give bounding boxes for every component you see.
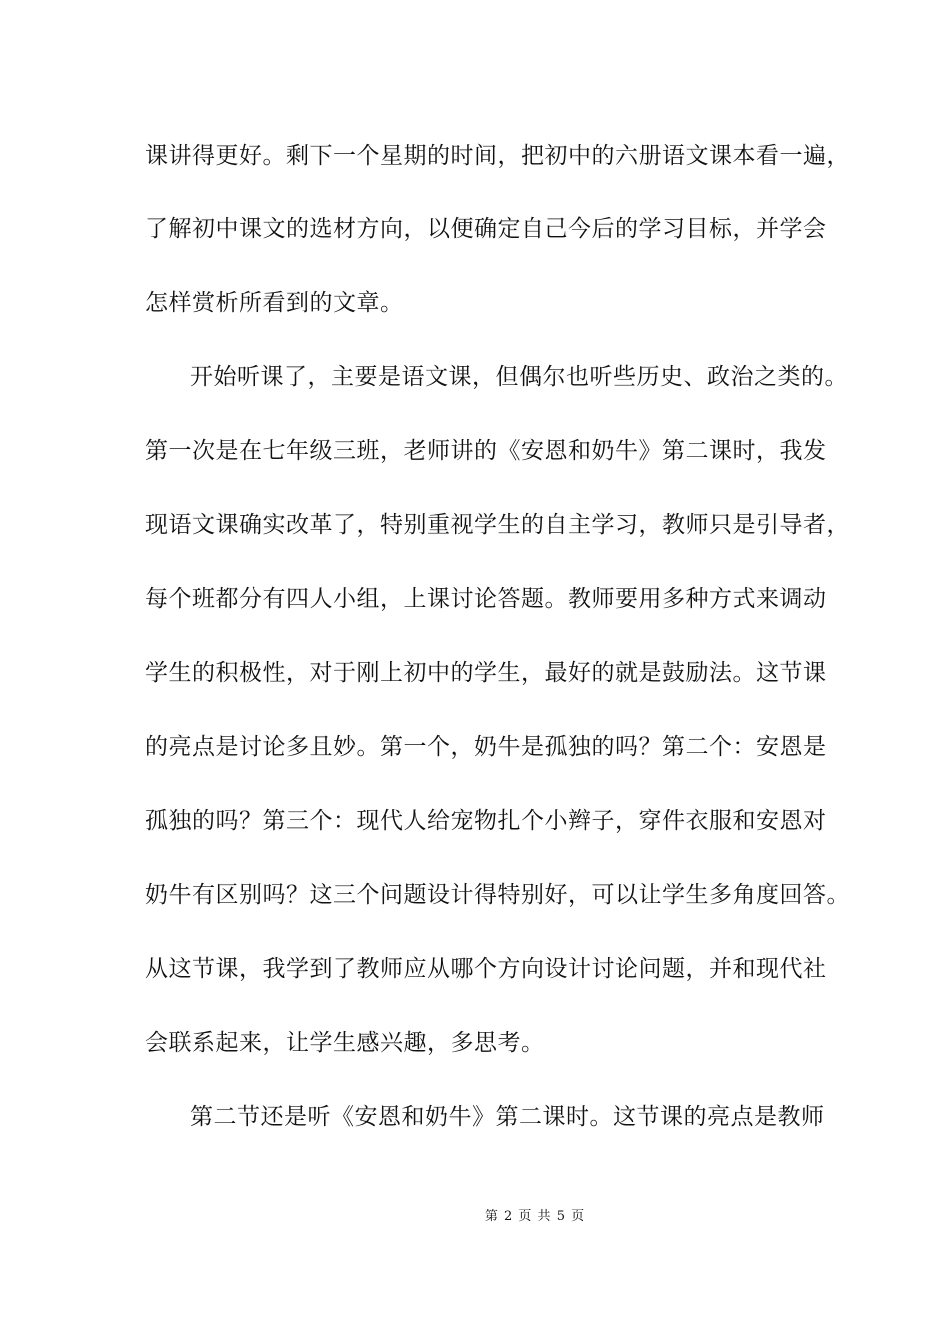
text-line: 会联系起来，让学生感兴趣，多思考。	[145, 1030, 545, 1056]
paragraph-start-line: 开始听课了，主要是语文课，但偶尔也听些历史、政治之类的。	[190, 364, 848, 390]
text-line: 课讲得更好。剩下一个星期的时间，把初中的六册语文课本看一遍，	[145, 143, 850, 169]
text-line: 现语文课确实改革了，特别重视学生的自主学习，教师只是引导者，	[145, 512, 850, 538]
page-number-footer: 第 2 页 共 5 页	[484, 1209, 586, 1224]
text-line: 的亮点是讨论多且妙。第一个，奶牛是孤独的吗？第二个：安恩是	[145, 734, 827, 760]
text-line: 孤独的吗？第三个：现代人给宠物扎个小辫子，穿件衣服和安恩对	[145, 808, 827, 834]
text-line: 怎样赏析所看到的文章。	[145, 290, 404, 316]
text-line: 从这节课，我学到了教师应从哪个方向设计讨论问题，并和现代社	[145, 956, 827, 982]
text-line: 第一次是在七年级三班，老师讲的《安恩和奶牛》第二课时，我发	[145, 438, 827, 464]
text-line: 学生的积极性，对于刚上初中的学生，最好的就是鼓励法。这节课	[145, 660, 827, 686]
text-line: 奶牛有区别吗？这三个问题设计得特别好，可以让学生多角度回答。	[145, 882, 850, 908]
text-line: 了解初中课文的选材方向，以便确定自己今后的学习目标，并学会	[145, 216, 827, 242]
paragraph-start-line: 第二节还是听《安恩和奶牛》第二课时。这节课的亮点是教师	[190, 1104, 825, 1130]
text-line: 每个班都分有四人小组，上课讨论答题。教师要用多种方式来调动	[145, 586, 827, 612]
